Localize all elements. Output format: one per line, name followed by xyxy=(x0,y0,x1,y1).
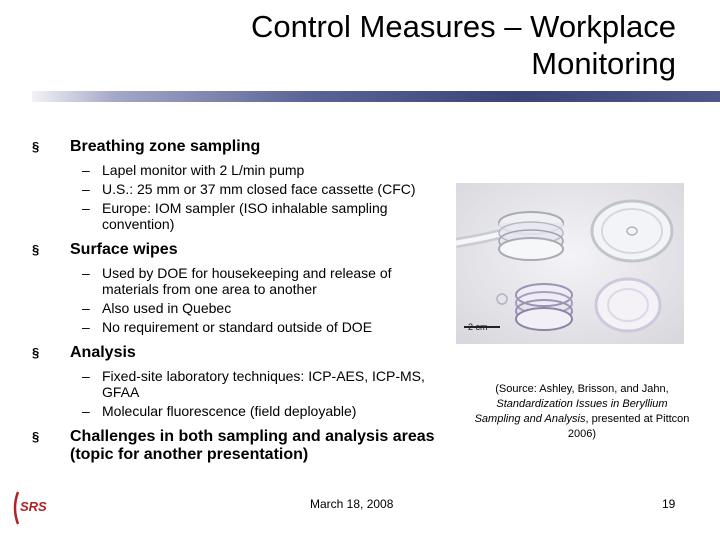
dash-icon: – xyxy=(82,403,90,419)
title-rule xyxy=(32,91,720,102)
sub-bullet-text: U.S.: 25 mm or 37 mm closed face cassette (CFC) xyxy=(102,181,416,197)
page-number: 19 xyxy=(662,497,676,511)
dash-icon: – xyxy=(82,200,90,216)
caption-post: , presented at Pittcon 2006) xyxy=(567,413,690,440)
srs-logo xyxy=(10,486,54,530)
sub-bullet xyxy=(32,265,442,297)
slide-title xyxy=(251,8,676,82)
dash-icon: – xyxy=(82,162,90,178)
sub-bullet xyxy=(32,403,442,419)
sub-bullet-text: Lapel monitor with 2 L/min pump xyxy=(102,162,305,178)
bullet-surface-wipes xyxy=(32,241,442,259)
sub-bullet xyxy=(32,368,442,400)
sub-bullet xyxy=(32,300,442,316)
cassette-top-left xyxy=(499,212,563,260)
bullet-breathing-zone xyxy=(32,138,442,156)
bullet-icon: § xyxy=(32,345,40,360)
logo-text: SRS xyxy=(20,499,47,514)
caption-pre: (Source: Ashley, Brisson, and Jahn, xyxy=(495,383,669,395)
dash-icon: – xyxy=(82,300,90,316)
title-line-1: Control Measures – Workplace xyxy=(251,9,676,44)
sub-bullet-text: Europe: IOM sampler (ISO inhalable sampling convention) xyxy=(102,200,388,232)
bullet-icon: § xyxy=(32,429,40,444)
sub-bullet-text: No requirement or standard outside of DOE xyxy=(102,319,373,335)
sub-bullet xyxy=(32,162,442,178)
cassette-bottom-right xyxy=(596,279,660,331)
dash-icon: – xyxy=(82,319,90,335)
sub-bullet xyxy=(32,181,442,197)
photo-caption xyxy=(472,382,692,442)
bullet-icon: § xyxy=(32,139,40,154)
footer-date: March 18, 2008 xyxy=(310,497,394,511)
sub-bullet-text: Also used in Quebec xyxy=(102,300,232,316)
dash-icon: – xyxy=(82,265,90,281)
bullet-text: Breathing zone sampling xyxy=(70,138,261,155)
bullet-text: Challenges in both sampling and analysis areas (topic for another presentation) xyxy=(70,428,435,463)
sampler-photo xyxy=(456,183,684,344)
bullet-analysis xyxy=(32,344,442,362)
caption-title: Standardization Issues in Beryllium Sampling and Analysis xyxy=(474,398,668,425)
sub-bullet xyxy=(32,200,442,232)
bullet-challenges xyxy=(32,428,442,464)
sub-bullet-text: Used by DOE for housekeeping and release of materials from one area to another xyxy=(102,265,392,297)
title-line-2: Monitoring xyxy=(531,46,676,81)
sub-bullet-text: Fixed-site laboratory techniques: ICP-AES, ICP-MS, GFAA xyxy=(102,368,425,400)
bullet-list xyxy=(32,138,442,464)
scale-label: 2 cm xyxy=(468,322,488,332)
sub-bullet xyxy=(32,319,442,335)
cassette-top-right xyxy=(592,201,672,261)
dash-icon: – xyxy=(82,181,90,197)
bullet-icon: § xyxy=(32,242,40,257)
bullet-text: Surface wipes xyxy=(70,241,178,258)
bullet-text: Analysis xyxy=(70,344,136,361)
sub-bullet-text: Molecular fluorescence (field deployable) xyxy=(102,403,357,419)
sampler-photo-graphic xyxy=(456,183,684,344)
dash-icon: – xyxy=(82,368,90,384)
